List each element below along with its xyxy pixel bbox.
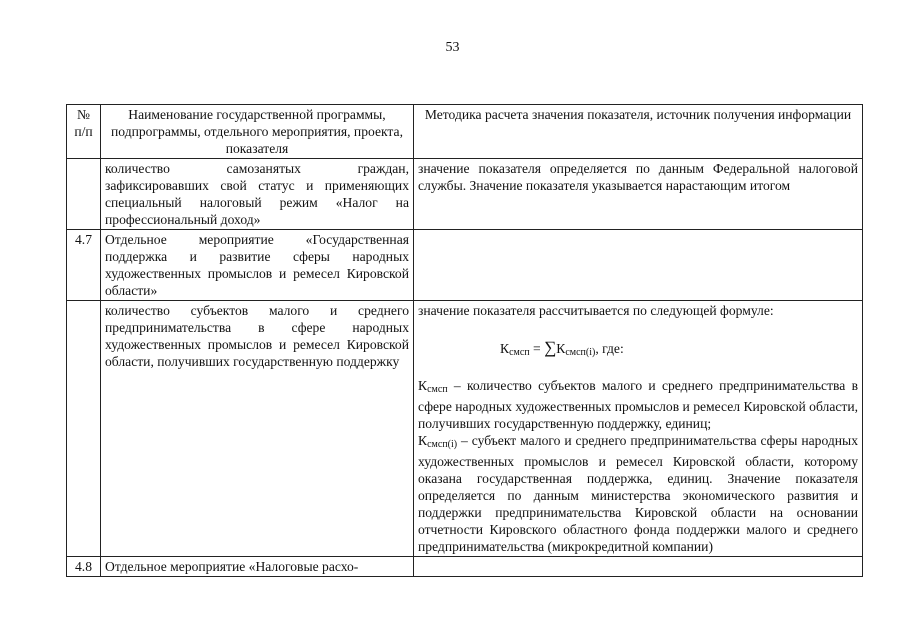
row-name: количество субъектов малого и среднего предпринимательства в сфере народных художественных промыслов и ремесел Кировской области, получивших государственную поддержку bbox=[101, 301, 414, 557]
def2-sub: смсп(i) bbox=[427, 439, 458, 450]
header-num: № п/п bbox=[67, 105, 101, 159]
row-method bbox=[414, 301, 863, 557]
row-num: 4.7 bbox=[67, 230, 101, 301]
method-intro: значение показателя рассчитывается по следующей формуле: bbox=[418, 303, 774, 318]
formula bbox=[500, 339, 858, 361]
formula-lhs: К bbox=[500, 341, 510, 356]
header-method: Методика расчета значения показателя, источник получения информации bbox=[414, 105, 863, 159]
indicator-methodology-table bbox=[66, 104, 863, 577]
row-name: Отдельное мероприятие «Государственная поддержка и развитие сферы народных художественных промыслов и ремесел Кировской области» bbox=[101, 230, 414, 301]
def1-symbol: К bbox=[418, 378, 428, 393]
row-num bbox=[67, 301, 101, 557]
sigma-symbol: ∑ bbox=[544, 338, 557, 357]
table-row bbox=[67, 557, 863, 577]
page-number: 53 bbox=[445, 40, 460, 55]
row-num bbox=[67, 159, 101, 230]
definition-ksmsp-i bbox=[418, 432, 858, 555]
header-name: Наименование государственной программы, подпрограммы, отдельного мероприятия, проекта, показателя bbox=[101, 105, 414, 159]
row-method bbox=[414, 230, 863, 301]
table-row bbox=[67, 159, 863, 230]
row-num: 4.8 bbox=[67, 557, 101, 577]
formula-equals: = bbox=[529, 341, 545, 356]
def2-text: – субъект малого и среднего предпринимательства сферы народных художественных промыслов и ремесел Кировской области, которому оказана государственная поддержка, единиц. Значение показателя определяется по данным министерства экономического развития и поддержки предпринимательства Кировской области на основании отчетности Кировского областного фонда поддержки малого и среднего предпринимательства (микрокредитной компании) bbox=[418, 433, 858, 554]
def1-sub: смсп bbox=[427, 384, 448, 395]
table-header-row bbox=[67, 105, 863, 159]
table-row bbox=[67, 230, 863, 301]
row-name: Отдельное мероприятие «Налоговые расхо- bbox=[101, 557, 414, 577]
row-method bbox=[414, 557, 863, 577]
formula-lhs-sub: смсп bbox=[509, 347, 530, 358]
formula-rhs: К bbox=[556, 341, 566, 356]
row-method: значение показателя определяется по данным Федеральной налоговой службы. Значение показателя указывается нарастающим итогом bbox=[414, 159, 863, 230]
def2-symbol: К bbox=[418, 433, 428, 448]
row-name: количество самозанятых граждан, зафиксировавших свой статус и применяющих специальный налоговый режим «Налог на профессиональный доход» bbox=[101, 159, 414, 230]
definition-ksmsp bbox=[418, 377, 858, 432]
formula-rhs-sub: смсп(i) bbox=[565, 347, 596, 358]
table-row bbox=[67, 301, 863, 557]
def1-text: – количество субъектов малого и среднего предпринимательства в сфере народных художественных промыслов и ремесел Кировской области, получивших государственную поддержку, единиц; bbox=[418, 378, 858, 431]
formula-tail: , где: bbox=[595, 341, 624, 356]
